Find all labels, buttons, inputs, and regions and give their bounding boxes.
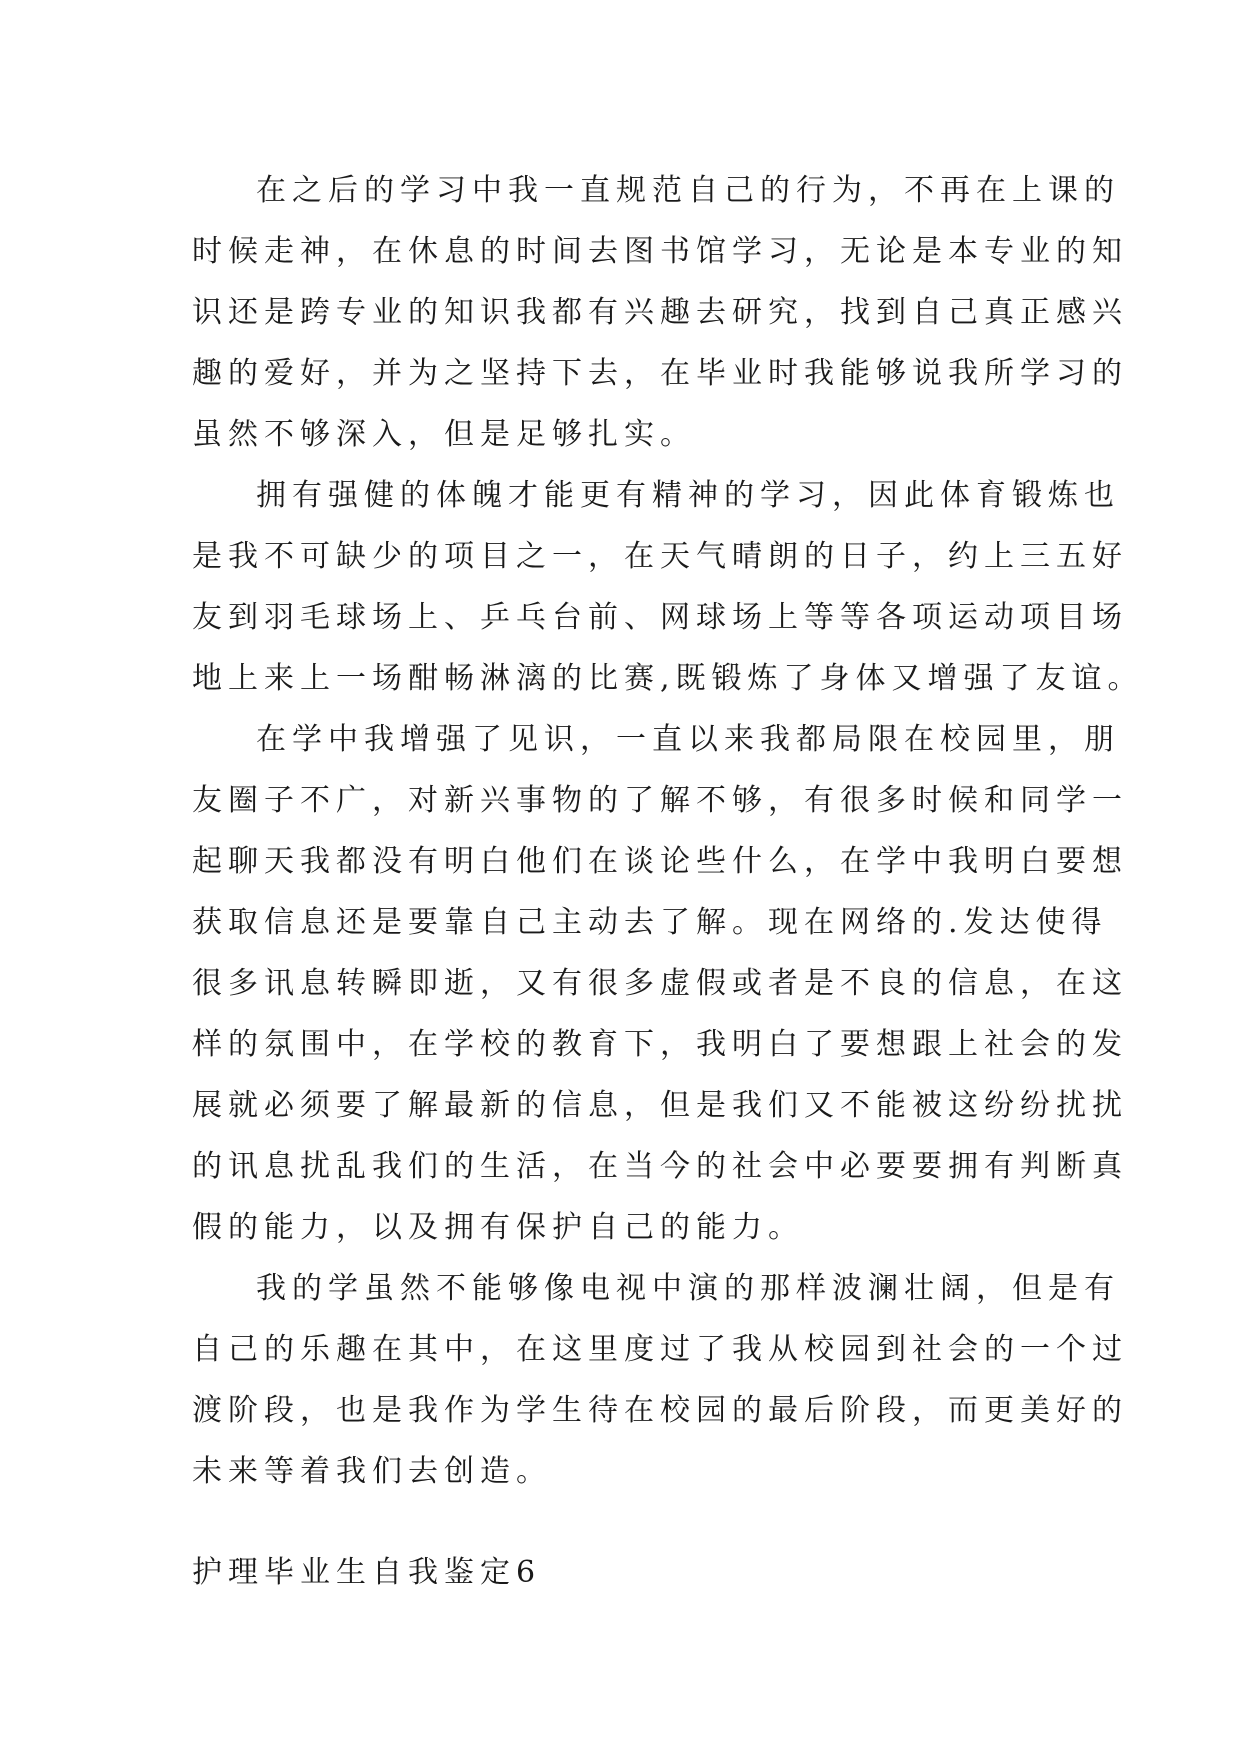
text-line: 友到羽毛球场上、乒乓台前、网球场上等等各项运动项目场 — [192, 600, 1128, 635]
text-line: 时候走神，在休息的时间去图书馆学习，无论是本专业的知 — [192, 234, 1128, 269]
paragraph-1 — [192, 160, 1128, 465]
text-line: 展就必须要了解最新的信息，但是我们又不能被这纷纷扰扰 — [192, 1088, 1128, 1123]
paragraph-2 — [192, 465, 1144, 709]
text-line: 趣的爱好，并为之坚持下去，在毕业时我能够说我所学习的 — [192, 356, 1128, 391]
text-line: 样的氛围中，在学校的教育下，我明白了要想跟上社会的发 — [192, 1027, 1128, 1062]
text-line: 友圈子不广，对新兴事物的了解不够，有很多时候和同学一 — [192, 783, 1128, 818]
text-line: 在学中我增强了见识，一直以来我都局限在校园里，朋 — [256, 722, 1120, 757]
text-line: 自己的乐趣在其中，在这里度过了我从校园到社会的一个过 — [192, 1332, 1128, 1367]
paragraph-4 — [192, 1258, 1128, 1502]
paragraph-3 — [192, 709, 1128, 1258]
text-line: 起聊天我都没有明白他们在谈论些什么，在学中我明白要想 — [192, 844, 1128, 879]
text-line: 获取信息还是要靠自己主动去了解。现在网络的.发达使得 — [192, 905, 1108, 940]
text-line: 拥有强健的体魄才能更有精神的学习，因此体育锻炼也 — [256, 478, 1120, 513]
text-line: 在之后的学习中我一直规范自己的行为，不再在上课的 — [256, 173, 1120, 208]
text-line: 是我不可缺少的项目之一，在天气晴朗的日子，约上三五好 — [192, 539, 1128, 574]
text-line: 虽然不够深入，但是足够扎实。 — [192, 417, 696, 452]
text-line: 识还是跨专业的知识我都有兴趣去研究，找到自己真正感兴 — [192, 295, 1128, 330]
text-line: 地上来上一场酣畅淋漓的比赛,既锻炼了身体又增强了友谊。 — [192, 661, 1144, 696]
text-line: 未来等着我们去创造。 — [192, 1454, 552, 1489]
body-text — [192, 160, 1144, 1502]
text-line: 假的能力，以及拥有保护自己的能力。 — [192, 1210, 804, 1245]
text-line: 渡阶段，也是我作为学生待在校园的最后阶段，而更美好的 — [192, 1393, 1128, 1428]
text-line: 很多讯息转瞬即逝，又有很多虚假或者是不良的信息，在这 — [192, 966, 1128, 1001]
text-line: 的讯息扰乱我们的生活，在当今的社会中必要要拥有判断真 — [192, 1149, 1128, 1184]
section-heading: 护理毕业生自我鉴定6 — [192, 1555, 542, 1590]
text-line: 我的学虽然不能够像电视中演的那样波澜壮阔，但是有 — [256, 1271, 1120, 1306]
